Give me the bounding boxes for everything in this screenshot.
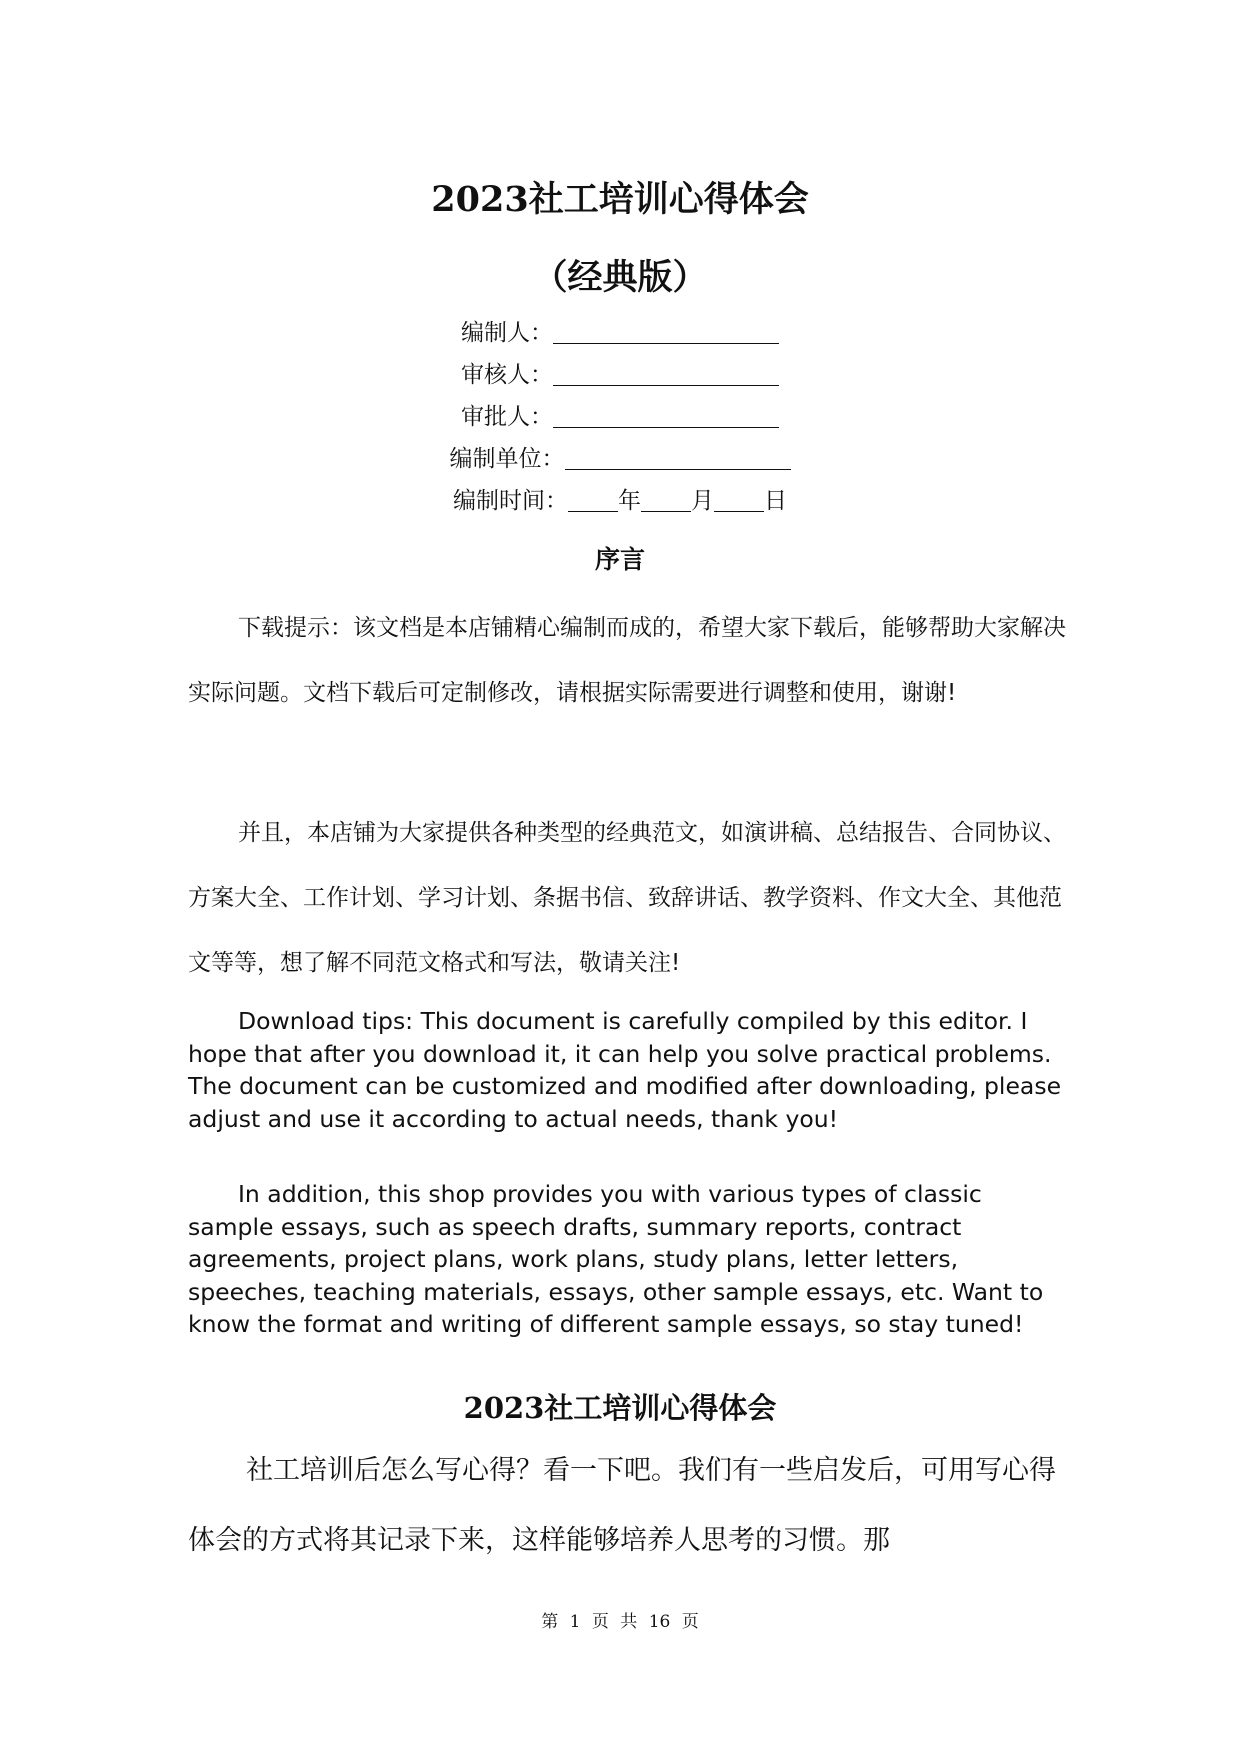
document-subtitle: （经典版）: [532, 257, 708, 298]
approver-label: 审批人：: [461, 404, 553, 430]
approver-field: [0, 396, 1240, 438]
compiler-label: 编制人：: [461, 320, 553, 346]
preface-title: 序言: [594, 545, 645, 574]
month-label: 月: [691, 488, 714, 514]
year-label: 年: [618, 488, 641, 514]
preface-cn-paragraph-2: 并且，本店铺为大家提供各种类型的经典范文，如演讲稿、总结报告、合同协议、方案大全、工作计划、学习计划、条据书信、致辞讲话、教学资料、作文大全、其他范文等等，想了解不同范文格式和写法，敬请关注!: [188, 820, 1066, 976]
unit-field: [0, 438, 1240, 480]
day-label: 日: [764, 488, 787, 514]
preface-en-paragraph-2: In addition, this shop provides you with various types of classic sample essays, such as speech drafts, summary reports, contract agreements, project plans, work plans, study plans, letter letters, speeches, teaching materials, essays, other sample essays, etc. Want to know the format and writing of different sample essays, so stay tuned!: [188, 1180, 1044, 1338]
time-label: 编制时间：: [453, 488, 568, 514]
month-blank: [641, 487, 691, 512]
body-paragraph: 社工培训后怎么写心得？看一下吧。我们有一些启发后，可用写心得体会的方式将其记录下来，这样能够培养人思考的习惯。那: [188, 1455, 1056, 1556]
preface-en-paragraph-1: Download tips: This document is carefully compiled by this editor. I hope that after you download it, it can help you solve practical problems. The document can be customized and modified after downloading, please adjust and use it according to actual needs, thank you!: [188, 1007, 1062, 1133]
time-field: [0, 480, 1240, 522]
approver-blank: [553, 403, 779, 428]
reviewer-blank: [553, 361, 779, 386]
page-footer: 第 1 页 共 16 页: [541, 1612, 699, 1632]
unit-label: 编制单位：: [449, 446, 565, 472]
day-blank: [714, 487, 764, 512]
section-title: 2023社工培训心得体会: [463, 1391, 777, 1425]
reviewer-label: 审核人：: [461, 362, 553, 388]
compiler-blank: [553, 319, 779, 344]
compiler-field: [0, 312, 1240, 354]
document-title: 2023社工培训心得体会: [431, 179, 809, 220]
preface-cn-paragraph-1: 下载提示：该文档是本店铺精心编制而成的，希望大家下载后，能够帮助大家解决实际问题。文档下载后可定制修改，请根据实际需要进行调整和使用，谢谢!: [188, 615, 1066, 706]
signature-fields: [0, 312, 1240, 522]
reviewer-field: [0, 354, 1240, 396]
unit-blank: [565, 445, 791, 470]
year-blank: [568, 487, 618, 512]
